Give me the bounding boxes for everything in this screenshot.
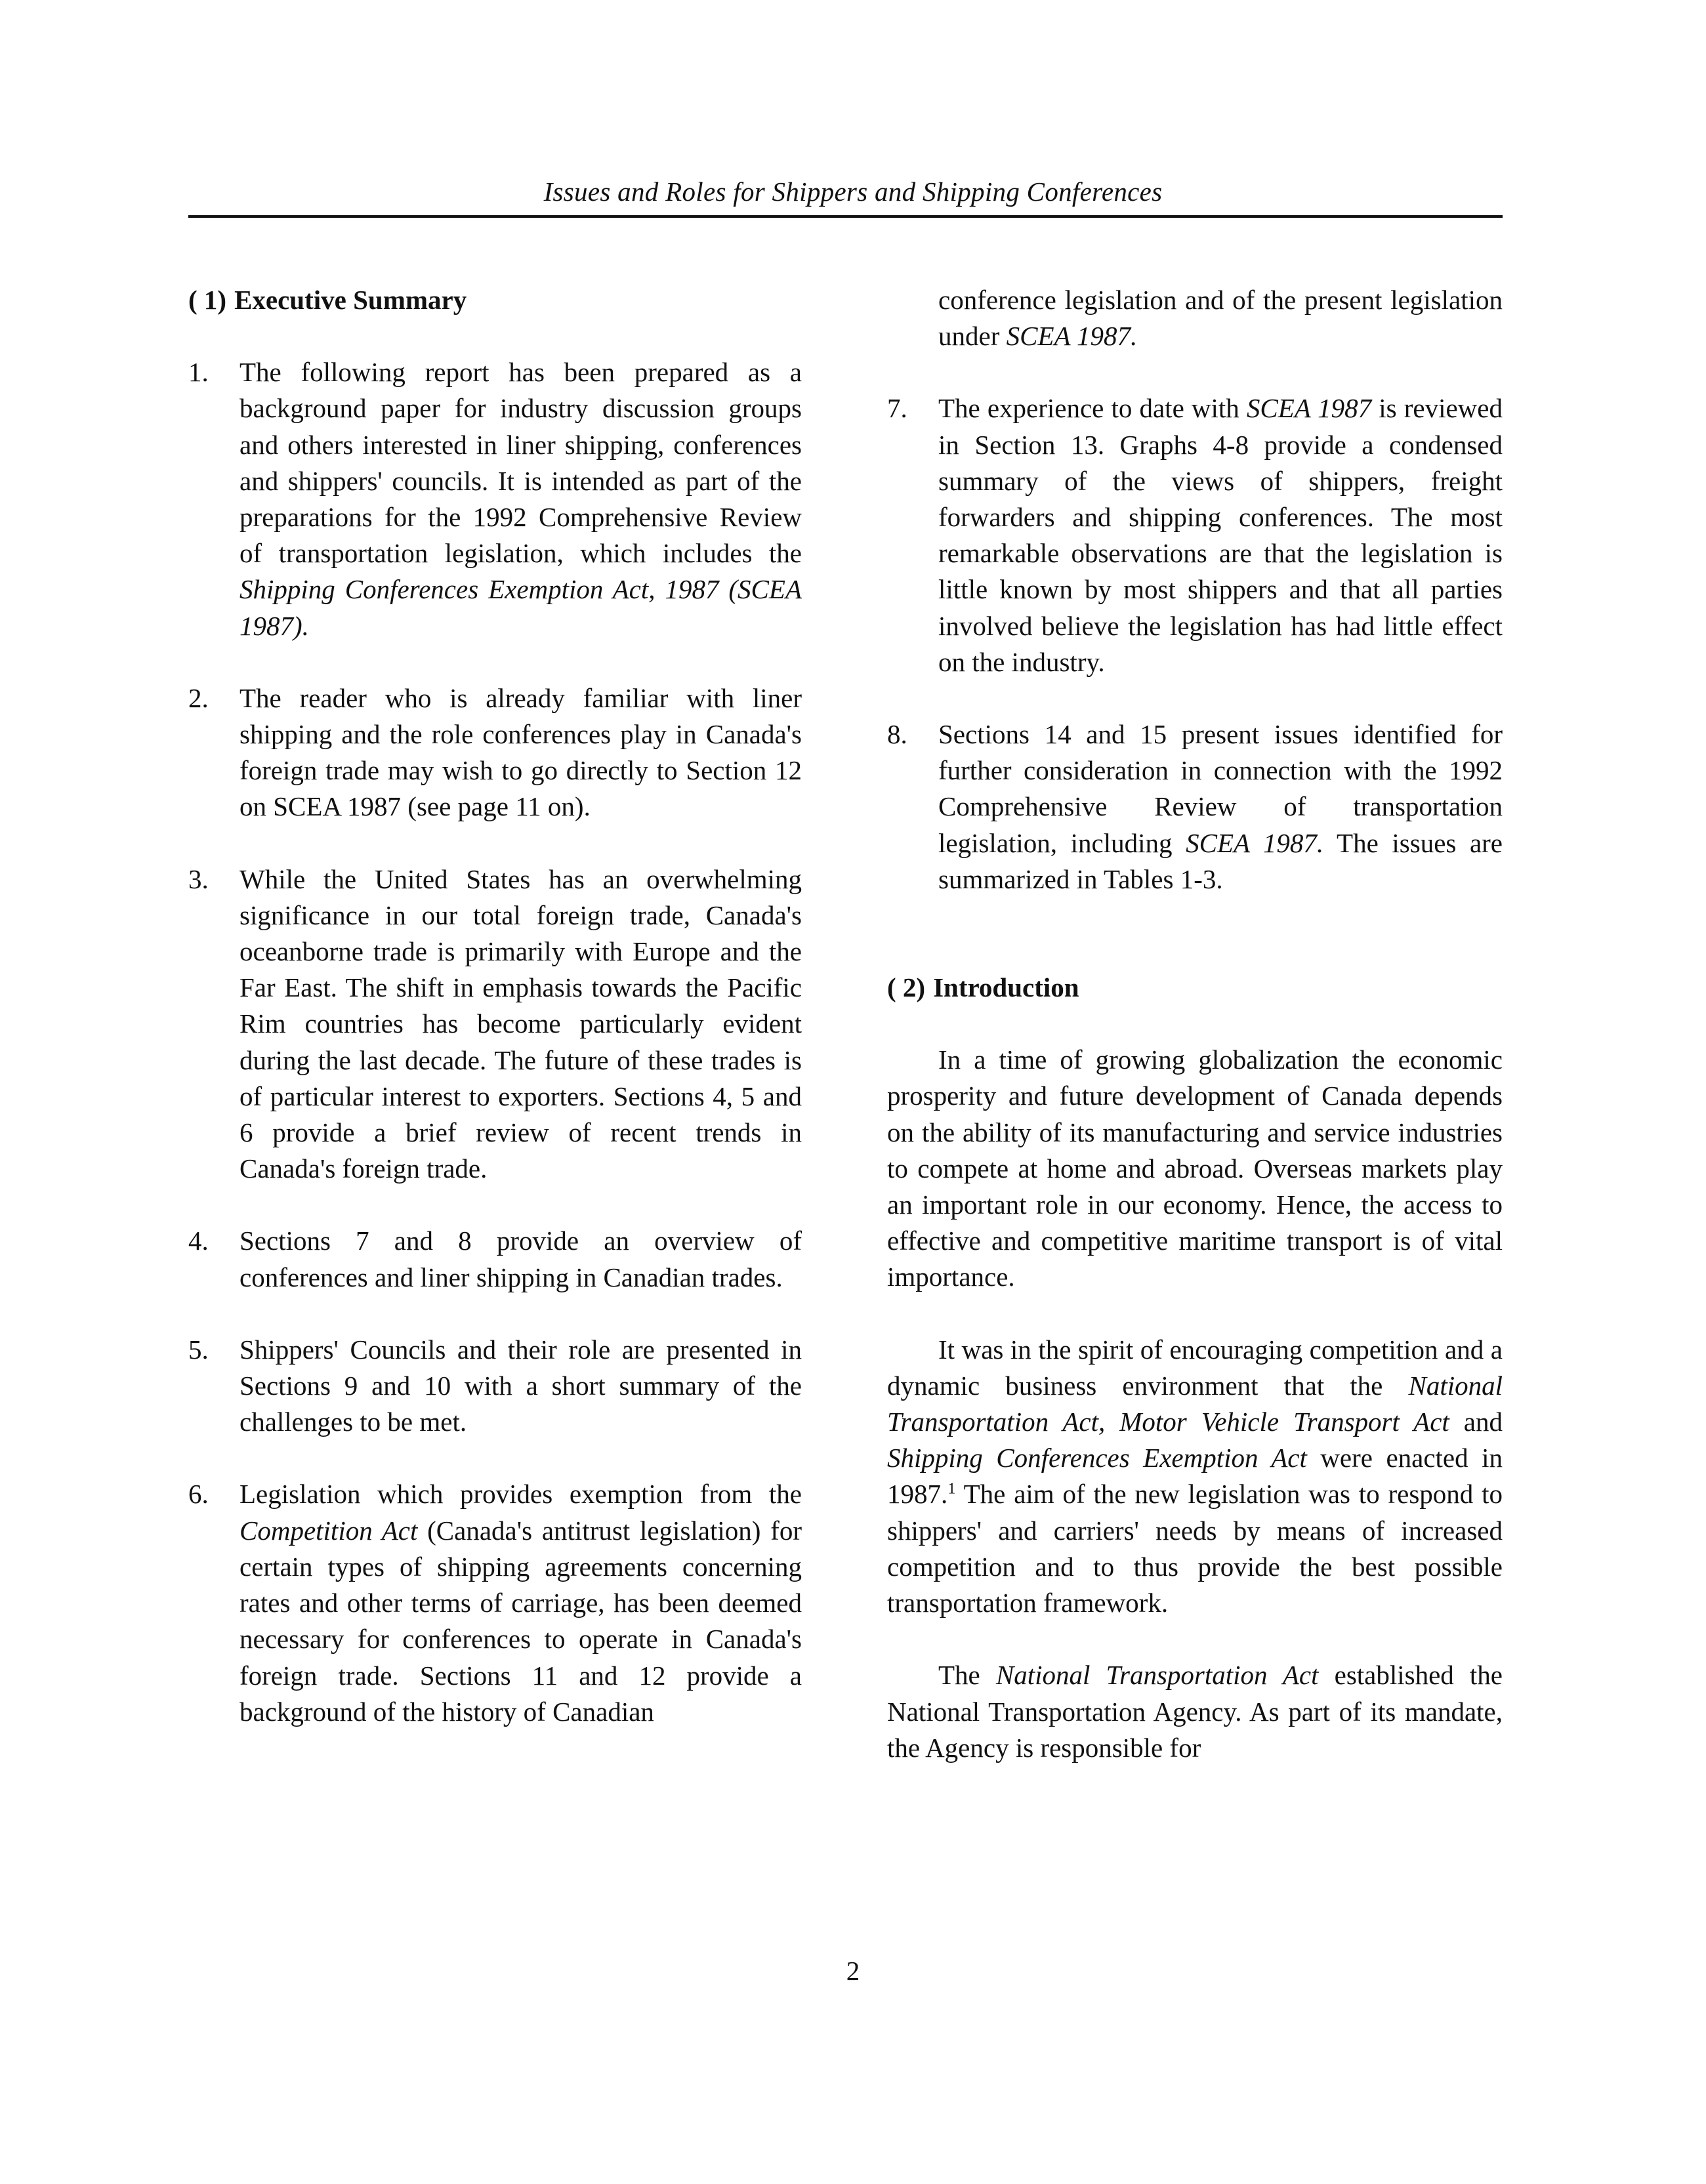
intro-paragraph-1: In a time of growing globalization the economic prosperity and future development of Canada depends on the ability of its manufacturing and service industries to compete at home and abroad. Overseas markets play an important role in our economy. Hence, the access to effective and competitive maritime transport is of vital importance.	[887, 1044, 1503, 1292]
item-text: Sections 7 and 8 provide an overview of conferences and liner shipping in Canadian trades.	[239, 1226, 802, 1292]
item-number: 8.	[887, 719, 907, 750]
para-text-run: The	[938, 1660, 996, 1691]
section-heading-executive-summary	[188, 282, 802, 318]
item-text-run: Sections 14 and 15 present issues identified for further consideration in connection with the 1992 Comprehensive Review of transportation legislation, including	[938, 719, 1503, 858]
section-title: Introduction	[933, 972, 1079, 1003]
section-number: ( 2)	[887, 972, 926, 1003]
item-text-run: (Canada's antitrust legislation) for certain types of shipping agreements concerning rates and other terms of carriage, has been deemed necessary for conferences to operate in Canada's foreign trade. Sections 11 and 12 provide a background of the history of Canadian	[239, 1515, 802, 1727]
item-text-italic: SCEA 1987	[1246, 393, 1372, 424]
item-text: While the United States has an overwhelming significance in our total foreign trade, Canada's oceanborne trade is primarily with Europe and the Far East. The shift in emphasis towards the Pacific Rim countries has become particularly evident during the last decade. The future of these trades is of particular interest to exporters. Sections 4, 5 and 6 provide a brief review of recent trends in Canada's foreign trade.	[239, 863, 802, 1184]
footnote-marker[interactable]: 1	[947, 1479, 956, 1498]
item-text	[239, 354, 802, 644]
section-heading-introduction	[887, 970, 1503, 1006]
item-number: 2.	[188, 682, 209, 713]
item-text-run: The experience to date with	[938, 393, 1247, 424]
para-text-italic: National Transportation Act	[995, 1660, 1319, 1691]
para-text-run: were enacted in 1987.	[887, 1443, 1503, 1510]
summary-item-4	[188, 1223, 802, 1295]
summary-item-6-continuation	[938, 282, 1503, 354]
right-column	[887, 282, 1503, 1802]
summary-item-3	[188, 861, 802, 1187]
para-text-run: The aim of the new legislation was to respond to shippers' and carriers' needs by means of increased competition and to thus provide the best possible transportation framework.	[887, 1479, 1503, 1618]
summary-item-6	[188, 1476, 802, 1729]
para-text-run: established the National Transportation Agency. As part of its mandate, the Agency is responsible for	[887, 1660, 1503, 1763]
para-text-italic: Shipping Conferences Exemption Act	[887, 1443, 1307, 1473]
item-number: 6.	[188, 1479, 209, 1510]
page-number: 2	[846, 1956, 860, 1986]
item-text-italic: SCEA 1987.	[1006, 321, 1138, 352]
section-number: ( 1)	[188, 285, 227, 315]
item-text-italic: Shipping Conferences Exemption Act, 1987 (SCEA 1987).	[239, 574, 802, 641]
summary-item-7	[887, 390, 1503, 680]
item-text: The reader who is already familiar with liner shipping and the role conferences play in Canada's foreign trade may wish to go directly to Section 12 on SCEA 1987 (see page 11 on).	[239, 682, 802, 822]
item-text-run: Legislation which provides exemption from the	[239, 1479, 802, 1510]
item-text-run: The issues are summarized in Tables 1-3.	[938, 827, 1503, 894]
item-text-italic: Competition Act	[239, 1515, 418, 1546]
item-text-italic: SCEA 1987.	[1186, 827, 1324, 858]
summary-item-1	[188, 354, 802, 644]
section-title: Executive Summary	[234, 285, 467, 315]
item-text-run: is reviewed in Section 13. Graphs 4-8 provide a condensed summary of the views of shippers, freight forwarders and shipping conferences. The most remarkable observations are that the legislation is little known by most shippers and that all parties involved believe the legislation has had little effect on the industry.	[938, 393, 1503, 677]
intro-paragraph-3	[887, 1657, 1503, 1766]
intro-paragraph-2	[887, 1332, 1503, 1622]
left-column	[188, 282, 802, 1766]
item-number: 5.	[188, 1334, 209, 1365]
para-text-run: It was in the spirit of encouraging competition and a dynamic business environment that the	[887, 1334, 1503, 1401]
item-text-run: The following report has been prepared as a background paper for industry discussion groups and others interested in liner shipping, conferences and shippers' councils. It is intended as part of the preparations for the 1992 Comprehensive Review of transportation legislation, which includes the	[239, 357, 802, 569]
item-text	[938, 716, 1503, 897]
running-header: Issues and Roles for Shippers and Shipping Conferences	[543, 176, 1163, 207]
para-text-run: and	[1449, 1407, 1503, 1437]
item-number: 4.	[188, 1226, 209, 1256]
para-text-italic: National Transportation Act, Motor Vehicle Transport Act	[887, 1370, 1503, 1437]
header-rule	[188, 215, 1503, 218]
item-number: 1.	[188, 357, 209, 388]
summary-item-8	[887, 716, 1503, 897]
item-text-run: conference legislation and of the present legislation under	[938, 285, 1503, 352]
item-number: 7.	[887, 393, 907, 424]
item-text	[239, 1476, 802, 1729]
summary-item-2	[188, 680, 802, 825]
spacer	[887, 934, 1503, 970]
item-text	[938, 390, 1503, 680]
item-number: 3.	[188, 863, 209, 894]
summary-item-5	[188, 1332, 802, 1441]
item-text: Shippers' Councils and their role are presented in Sections 9 and 10 with a short summary of the challenges to be met.	[239, 1334, 802, 1437]
